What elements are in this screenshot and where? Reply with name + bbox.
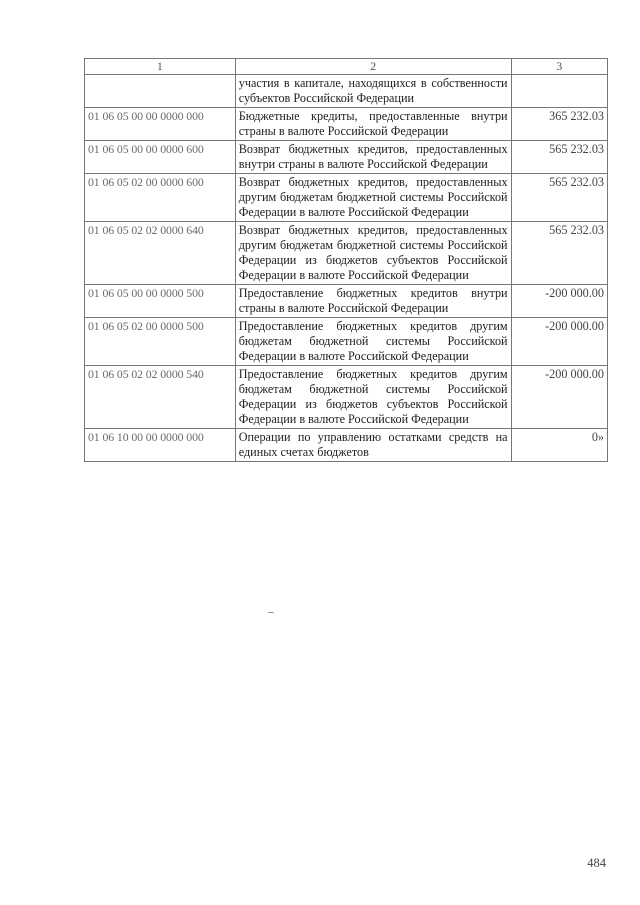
- row-amount: 565 232.03: [511, 222, 607, 285]
- row-code: 01 06 05 00 00 0000 000: [85, 108, 236, 141]
- scan-mark: [268, 612, 274, 613]
- row-amount: 565 232.03: [511, 141, 607, 174]
- table-row: [85, 285, 608, 318]
- header-col-3: 3: [511, 59, 607, 75]
- table-row: [85, 366, 608, 429]
- row-code: 01 06 10 00 00 0000 000: [85, 429, 236, 462]
- table-row: [85, 318, 608, 366]
- row-amount: -200 000.00: [511, 366, 607, 429]
- table-row: [85, 75, 608, 108]
- row-code: 01 06 05 02 02 0000 640: [85, 222, 236, 285]
- row-name: Возврат бюджетных кредитов, предоставленных другим бюджетам бюджетной системы Российской Федерации из бюджетов субъектов Российской Федерации в валюте Российской Федерации: [235, 222, 511, 285]
- page-number: 484: [587, 856, 606, 870]
- row-amount: 365 232.03: [511, 108, 607, 141]
- row-code: 01 06 05 02 00 0000 600: [85, 174, 236, 222]
- row-code: 01 06 05 02 00 0000 500: [85, 318, 236, 366]
- table-row: [85, 174, 608, 222]
- row-name: Предоставление бюджетных кредитов другим бюджетам бюджетной системы Российской Федерации из бюджетов субъектов Российской Федерации в валюте Российской Федерации: [235, 366, 511, 429]
- row-code: [85, 75, 236, 108]
- row-name: участия в капитале, находящихся в собственности субъектов Российской Федерации: [235, 75, 511, 108]
- row-code: 01 06 05 00 00 0000 600: [85, 141, 236, 174]
- row-name: Предоставление бюджетных кредитов другим бюджетам бюджетной системы Российской Федерации в валюте Российской Федерации: [235, 318, 511, 366]
- table-row: [85, 108, 608, 141]
- table-row: [85, 222, 608, 285]
- row-name: Операции по управлению остатками средств на единых счетах бюджетов: [235, 429, 511, 462]
- row-amount: -200 000.00: [511, 285, 607, 318]
- row-code: 01 06 05 02 02 0000 540: [85, 366, 236, 429]
- row-amount: 565 232.03: [511, 174, 607, 222]
- header-row: [85, 59, 608, 75]
- row-amount: -200 000.00: [511, 318, 607, 366]
- table-row: [85, 141, 608, 174]
- row-name: Возврат бюджетных кредитов, предоставленных внутри страны в валюте Российской Федерации: [235, 141, 511, 174]
- row-code: 01 06 05 00 00 0000 500: [85, 285, 236, 318]
- table-row: [85, 429, 608, 462]
- row-name: Возврат бюджетных кредитов, предоставленных другим бюджетам бюджетной системы Российской Федерации в валюте Российской Федерации: [235, 174, 511, 222]
- row-amount: 0»: [511, 429, 607, 462]
- row-amount: [511, 75, 607, 108]
- header-col-1: 1: [85, 59, 236, 75]
- budget-sources-table: [84, 58, 608, 462]
- header-col-2: 2: [235, 59, 511, 75]
- row-name: Бюджетные кредиты, предоставленные внутри страны в валюте Российской Федерации: [235, 108, 511, 141]
- row-name: Предоставление бюджетных кредитов внутри страны в валюте Российской Федерации: [235, 285, 511, 318]
